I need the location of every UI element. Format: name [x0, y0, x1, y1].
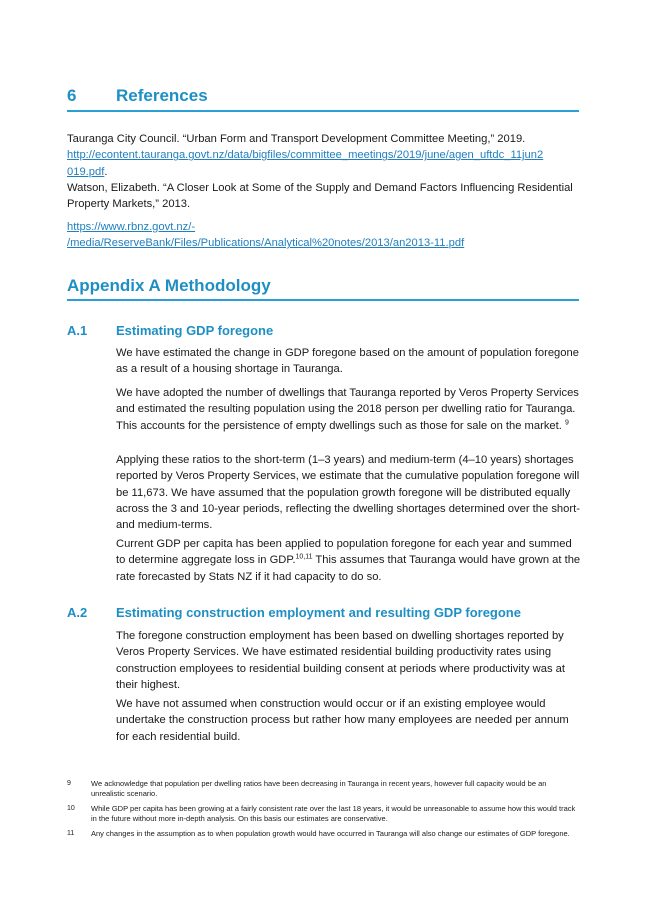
- footnote-9-number: 9: [67, 780, 71, 787]
- section-number: 6: [67, 86, 77, 105]
- a2-paragraph-2: We have not assumed when construction would occur or if an existing employee would undertake the construction process but rather how many employees are needed per annum for each residential build.: [116, 698, 569, 743]
- footnote-10: [0, 804, 645, 823]
- footnote-10-number: 10: [67, 805, 75, 812]
- a2-number: A.2: [67, 605, 88, 620]
- appendix-rule: [67, 299, 579, 301]
- footnote-ref-9[interactable]: 9: [564, 418, 569, 426]
- reference-1-link[interactable]: http://econtent.tauranga.govt.nz/data/bigfiles/committee_meetings/2019/june/agen_uftdc_11jun2 019.pdf: [67, 149, 544, 178]
- footnote-11-number: 11: [67, 830, 75, 837]
- reference-1: Tauranga City Council. “Urban Form and Transport Development Committee Meeting,” 2019. http://econtent.tauranga.govt.nz/data/bigfiles/committee_meetings/2019/june/agen_uftdc_11jun2 019.pdf. Watson, Elizabeth. “A Closer Look at Some of the Supply and Demand Factors Influencing Residential Property Markets,” 2013.: [67, 131, 587, 212]
- a1-number: A.1: [67, 323, 88, 338]
- footnote-9-text: We acknowledge that population per dwelling ratios have been decreasing in Tauranga in recent years, however full capacity would be an unrealistic scenario.: [91, 779, 547, 798]
- a2-paragraph-1: The foregone construction employment has been based on dwelling shortages reported by Veros Property Services. We have estimated residential building productivity rates using construction employees to residential building consent at periods where productivity was at their highest.: [116, 630, 565, 691]
- footnote-11-text: Any changes in the assumption as to when population growth would have occurred in Tauranga will also change our estimates of GDP foregone.: [91, 829, 570, 838]
- reference-1-text: Tauranga City Council. “Urban Form and Transport Development Committee Meeting,” 2019.: [67, 133, 526, 145]
- a1-paragraph-3: Applying these ratios to the short-term (1–3 years) and medium-term (4–10 years) shortages reported by Veros Property Services, we estimate that the cumulative population foregone will be 11,673. We have assumed that the population growth foregone will be distributed equally across the 3 and 10-year periods, reflecting the dwelling shortages determined over the short- and medium-terms.: [116, 454, 580, 532]
- a1-paragraph-1: We have estimated the change in GDP foregone based on the amount of population foregone as a result of a housing shortage in Tauranga.: [116, 347, 579, 376]
- a1-paragraph-2: We have adopted the number of dwellings that Tauranga reported by Veros Property Services and estimated the resulting population using the 2018 person per dwelling ratio for Tauranga. This accounts for the persistence of empty dwellings such as those for sale on the market. $^9$: [116, 387, 579, 432]
- a1-paragraph-4: Current GDP per capita has been applied to population foregone for each year and summed to determine aggregate loss in GDP.$^{10,11}$ This assumes that Tauranga would have grown at the rate forecasted by Stats NZ if it had capacity to do so.: [116, 538, 581, 583]
- reference-2-link[interactable]: https://www.rbnz.govt.nz/- /media/ReserveBank/Files/Publications/Analytical%20notes/2013/an2013-11.pdf: [67, 221, 465, 250]
- footnote-10-text: While GDP per capita has been growing at a fairly consistent rate over the last 18 years, it would be unreasonable to assume how this would track in the future without more in-depth analysis. On this basis our estimates are conservative.: [91, 804, 576, 823]
- reference-2-text: Watson, Elizabeth. “A Closer Look at Some of the Supply and Demand Factors Influencing Residential Property Markets,” 2013.: [67, 181, 573, 211]
- appendix-title: Appendix A Methodology: [67, 276, 271, 295]
- a2-title: Estimating construction employment and resulting GDP foregone: [116, 605, 521, 620]
- footnote-11: [0, 829, 645, 843]
- footnote-9: [0, 779, 645, 798]
- heading-rule: [67, 110, 579, 112]
- section-title: References: [116, 86, 208, 105]
- a1-title: Estimating GDP foregone: [116, 323, 274, 338]
- reference-2-link-block: [67, 219, 587, 252]
- footnote-ref-10-11[interactable]: 10,11: [295, 553, 313, 561]
